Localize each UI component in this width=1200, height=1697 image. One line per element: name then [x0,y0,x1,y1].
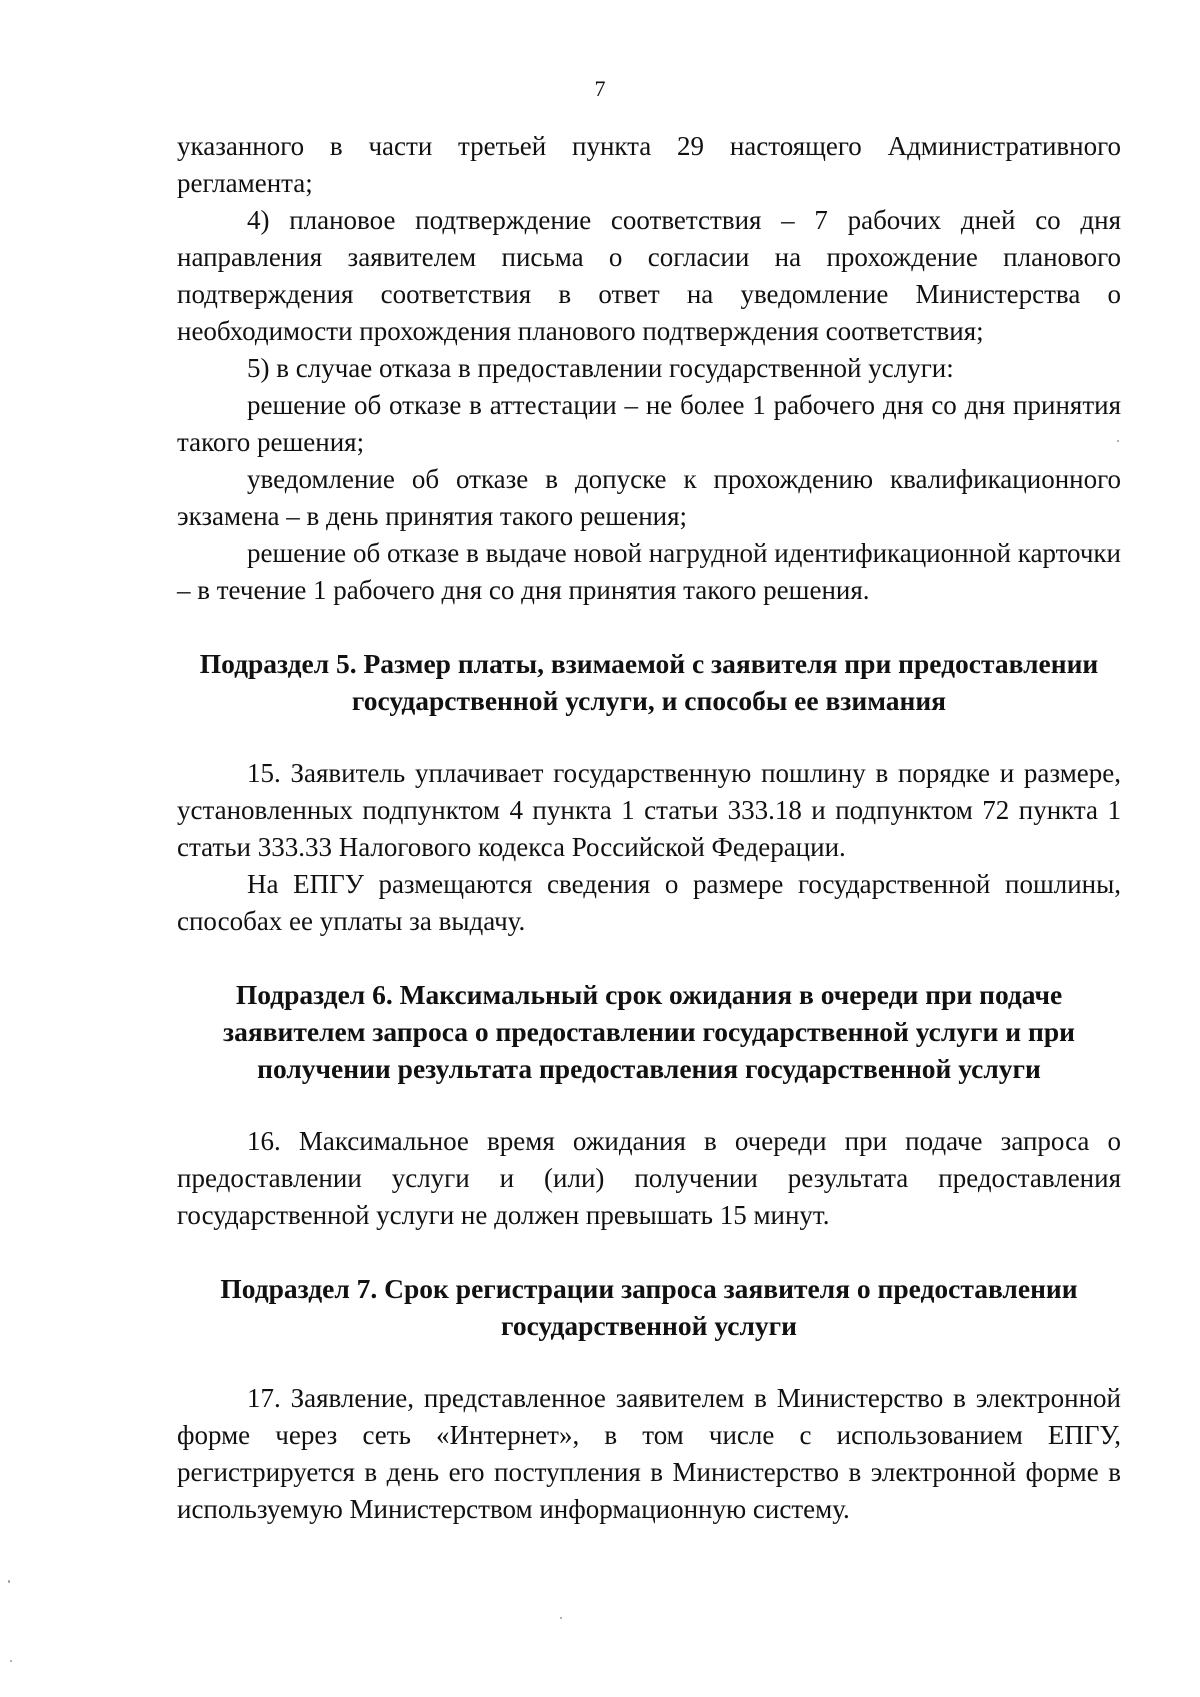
scan-speck [1117,440,1119,442]
paragraph-refusal-exam: уведомление об отказе в допуске к прохождению квалификационного экзамена – в день принятия такого решения; [177,464,1121,531]
paragraph-refusal-attestation: решение об отказе в аттестации – не более 1 рабочего дня со дня принятия такого решения; [177,390,1121,457]
document-body [177,128,1121,1528]
page-number: 7 [594,76,606,101]
heading-subsection-5: Подраздел 5. Размер платы, взимаемой с заявителя при предоставлении государственной услуги, и способы ее взимания [199,648,1099,716]
heading-subsection-7: Подраздел 7. Срок регистрации запроса заявителя о предоставлении государственной услуги [220,1273,1078,1341]
spacer [177,940,1121,976]
scan-speck [8,1580,10,1583]
paragraph-item-5: 5) в случае отказа в предоставлении государственной услуги: [247,353,954,383]
scan-speck [10,1660,12,1662]
spacer [177,1234,1121,1270]
paragraph-refusal-card: решение об отказе в выдаче новой нагрудной идентификационной карточки – в течение 1 рабочего дня со дня принятия такого решения. [177,538,1121,605]
heading-subsection-6: Подраздел 6. Максимальный срок ожидания в очереди при подаче заявителем запроса о предоставлении государственной услуги и при получении результата предоставления государственной услуги [223,979,1075,1084]
paragraph-17: 17. Заявление, представленное заявителем в Министерство в электронной форме через сеть «Интернет», в том числе с использованием ЕПГУ, регистрируется в день его поступления в Министерство в электронной форме в используемую Министерством информационную систему. [177,1383,1121,1524]
paragraph-16: 16. Максимальное время ожидания в очереди при подаче запроса о предоставлении услуги и (или) получении результата предоставления государственной услуги не должен превышать 15 минут. [177,1126,1121,1230]
paragraph-item-4: 4) плановое подтверждение соответствия – 7 рабочих дней со дня направления заявителем письма о согласии на прохождение планового подтверждения соответствия в ответ на уведомление Министерства о необходимости прохождения планового подтверждения соответствия; [177,205,1121,346]
spacer [177,1087,1121,1123]
paragraph-continuation: указанного в части третьей пункта 29 настоящего Административного регламента; [177,131,1121,198]
spacer [177,719,1121,755]
spacer [177,1344,1121,1380]
paragraph-15-epgu: На ЕПГУ размещаются сведения о размере государственной пошлины, способах ее уплаты за выдачу. [177,869,1121,936]
spacer [177,609,1121,645]
scan-speck [560,1617,562,1619]
paragraph-15: 15. Заявитель уплачивает государственную пошлину в порядке и размере, установленных подпунктом 4 пункта 1 статьи 333.18 и подпунктом 72 пункта 1 статьи 333.33 Налогового кодекса Российской Федерации. [177,758,1121,862]
